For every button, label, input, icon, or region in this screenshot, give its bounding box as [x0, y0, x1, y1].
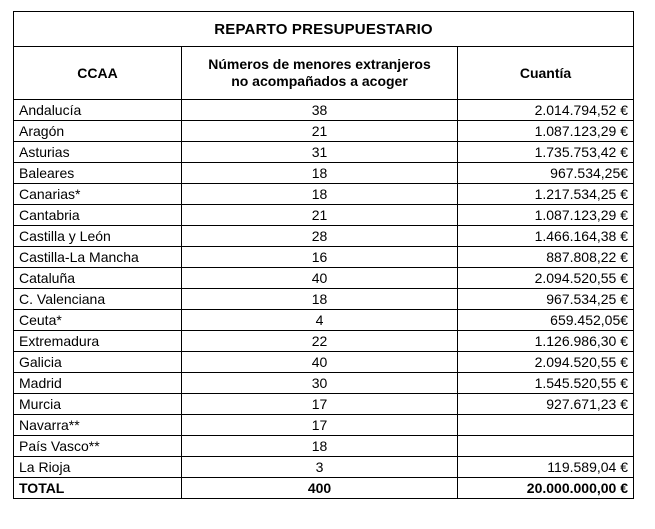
- row-cuantia: 2.014.794,52 €: [458, 100, 634, 121]
- row-menores: 17: [182, 415, 458, 436]
- table-row: [14, 436, 634, 457]
- row-cuantia: 967.534,25 €: [458, 289, 634, 310]
- row-menores: 18: [182, 289, 458, 310]
- table-row: [14, 268, 634, 289]
- table-title: REPARTO PRESUPUESTARIO: [14, 12, 634, 47]
- table-row: [14, 247, 634, 268]
- row-menores: 17: [182, 394, 458, 415]
- row-menores: 4: [182, 310, 458, 331]
- row-cuantia: 2.094.520,55 €: [458, 268, 634, 289]
- row-ccaa: Galicia: [14, 352, 182, 373]
- row-menores: 16: [182, 247, 458, 268]
- row-menores: 3: [182, 457, 458, 478]
- row-cuantia: 1.735.753,42 €: [458, 142, 634, 163]
- row-ccaa: Cataluña: [14, 268, 182, 289]
- row-cuantia: 1.087.123,29 €: [458, 205, 634, 226]
- total-cuantia: 20.000.000,00 €: [458, 478, 634, 499]
- row-ccaa: Madrid: [14, 373, 182, 394]
- table-row: [14, 100, 634, 121]
- row-ccaa: Andalucía: [14, 100, 182, 121]
- header-row: [14, 47, 634, 100]
- table-row: [14, 415, 634, 436]
- row-menores: 28: [182, 226, 458, 247]
- row-cuantia: 119.589,04 €: [458, 457, 634, 478]
- row-ccaa: Castilla y León: [14, 226, 182, 247]
- row-cuantia: 1.217.534,25 €: [458, 184, 634, 205]
- table-row: [14, 394, 634, 415]
- table-row: [14, 142, 634, 163]
- header-menores-line1: Números de menores extranjeros: [208, 56, 431, 72]
- header-ccaa: CCAA: [14, 47, 182, 100]
- row-ccaa: Extremadura: [14, 331, 182, 352]
- row-cuantia: 1.126.986,30 €: [458, 331, 634, 352]
- row-cuantia: 1.087.123,29 €: [458, 121, 634, 142]
- row-cuantia: 1.545.520,55 €: [458, 373, 634, 394]
- table-row: [14, 163, 634, 184]
- row-menores: 30: [182, 373, 458, 394]
- row-menores: 18: [182, 163, 458, 184]
- row-menores: 38: [182, 100, 458, 121]
- row-ccaa: Ceuta*: [14, 310, 182, 331]
- row-cuantia: 887.808,22 €: [458, 247, 634, 268]
- row-cuantia: [458, 436, 634, 457]
- row-menores: 31: [182, 142, 458, 163]
- table-row: [14, 205, 634, 226]
- header-menores-line2: no acompañados a acoger: [231, 73, 408, 89]
- row-cuantia: 927.671,23 €: [458, 394, 634, 415]
- row-ccaa: Navarra**: [14, 415, 182, 436]
- row-menores: 18: [182, 436, 458, 457]
- row-ccaa: Murcia: [14, 394, 182, 415]
- row-ccaa: C. Valenciana: [14, 289, 182, 310]
- row-ccaa: Cantabria: [14, 205, 182, 226]
- row-ccaa: Asturias: [14, 142, 182, 163]
- row-cuantia: 659.452,05€: [458, 310, 634, 331]
- row-cuantia: 967.534,25€: [458, 163, 634, 184]
- table-row: [14, 457, 634, 478]
- row-cuantia: 1.466.164,38 €: [458, 226, 634, 247]
- row-ccaa: Aragón: [14, 121, 182, 142]
- header-cuantia: Cuantía: [458, 47, 634, 100]
- row-ccaa: Castilla-La Mancha: [14, 247, 182, 268]
- table-row: [14, 373, 634, 394]
- row-ccaa: La Rioja: [14, 457, 182, 478]
- budget-table: [13, 11, 634, 499]
- row-ccaa: País Vasco**: [14, 436, 182, 457]
- table-row: [14, 289, 634, 310]
- title-row: [14, 12, 634, 47]
- row-ccaa: Canarias*: [14, 184, 182, 205]
- row-menores: 21: [182, 121, 458, 142]
- table-row: [14, 310, 634, 331]
- row-menores: 18: [182, 184, 458, 205]
- row-menores: 40: [182, 268, 458, 289]
- table-row: [14, 226, 634, 247]
- total-label: TOTAL: [14, 478, 182, 499]
- table-row: [14, 121, 634, 142]
- total-row: [14, 478, 634, 499]
- table-row: [14, 352, 634, 373]
- header-menores: [182, 47, 458, 100]
- row-menores: 40: [182, 352, 458, 373]
- row-cuantia: [458, 415, 634, 436]
- table-row: [14, 184, 634, 205]
- row-ccaa: Baleares: [14, 163, 182, 184]
- row-cuantia: 2.094.520,55 €: [458, 352, 634, 373]
- table-row: [14, 331, 634, 352]
- row-menores: 21: [182, 205, 458, 226]
- total-menores: 400: [182, 478, 458, 499]
- table-body: [14, 100, 634, 478]
- row-menores: 22: [182, 331, 458, 352]
